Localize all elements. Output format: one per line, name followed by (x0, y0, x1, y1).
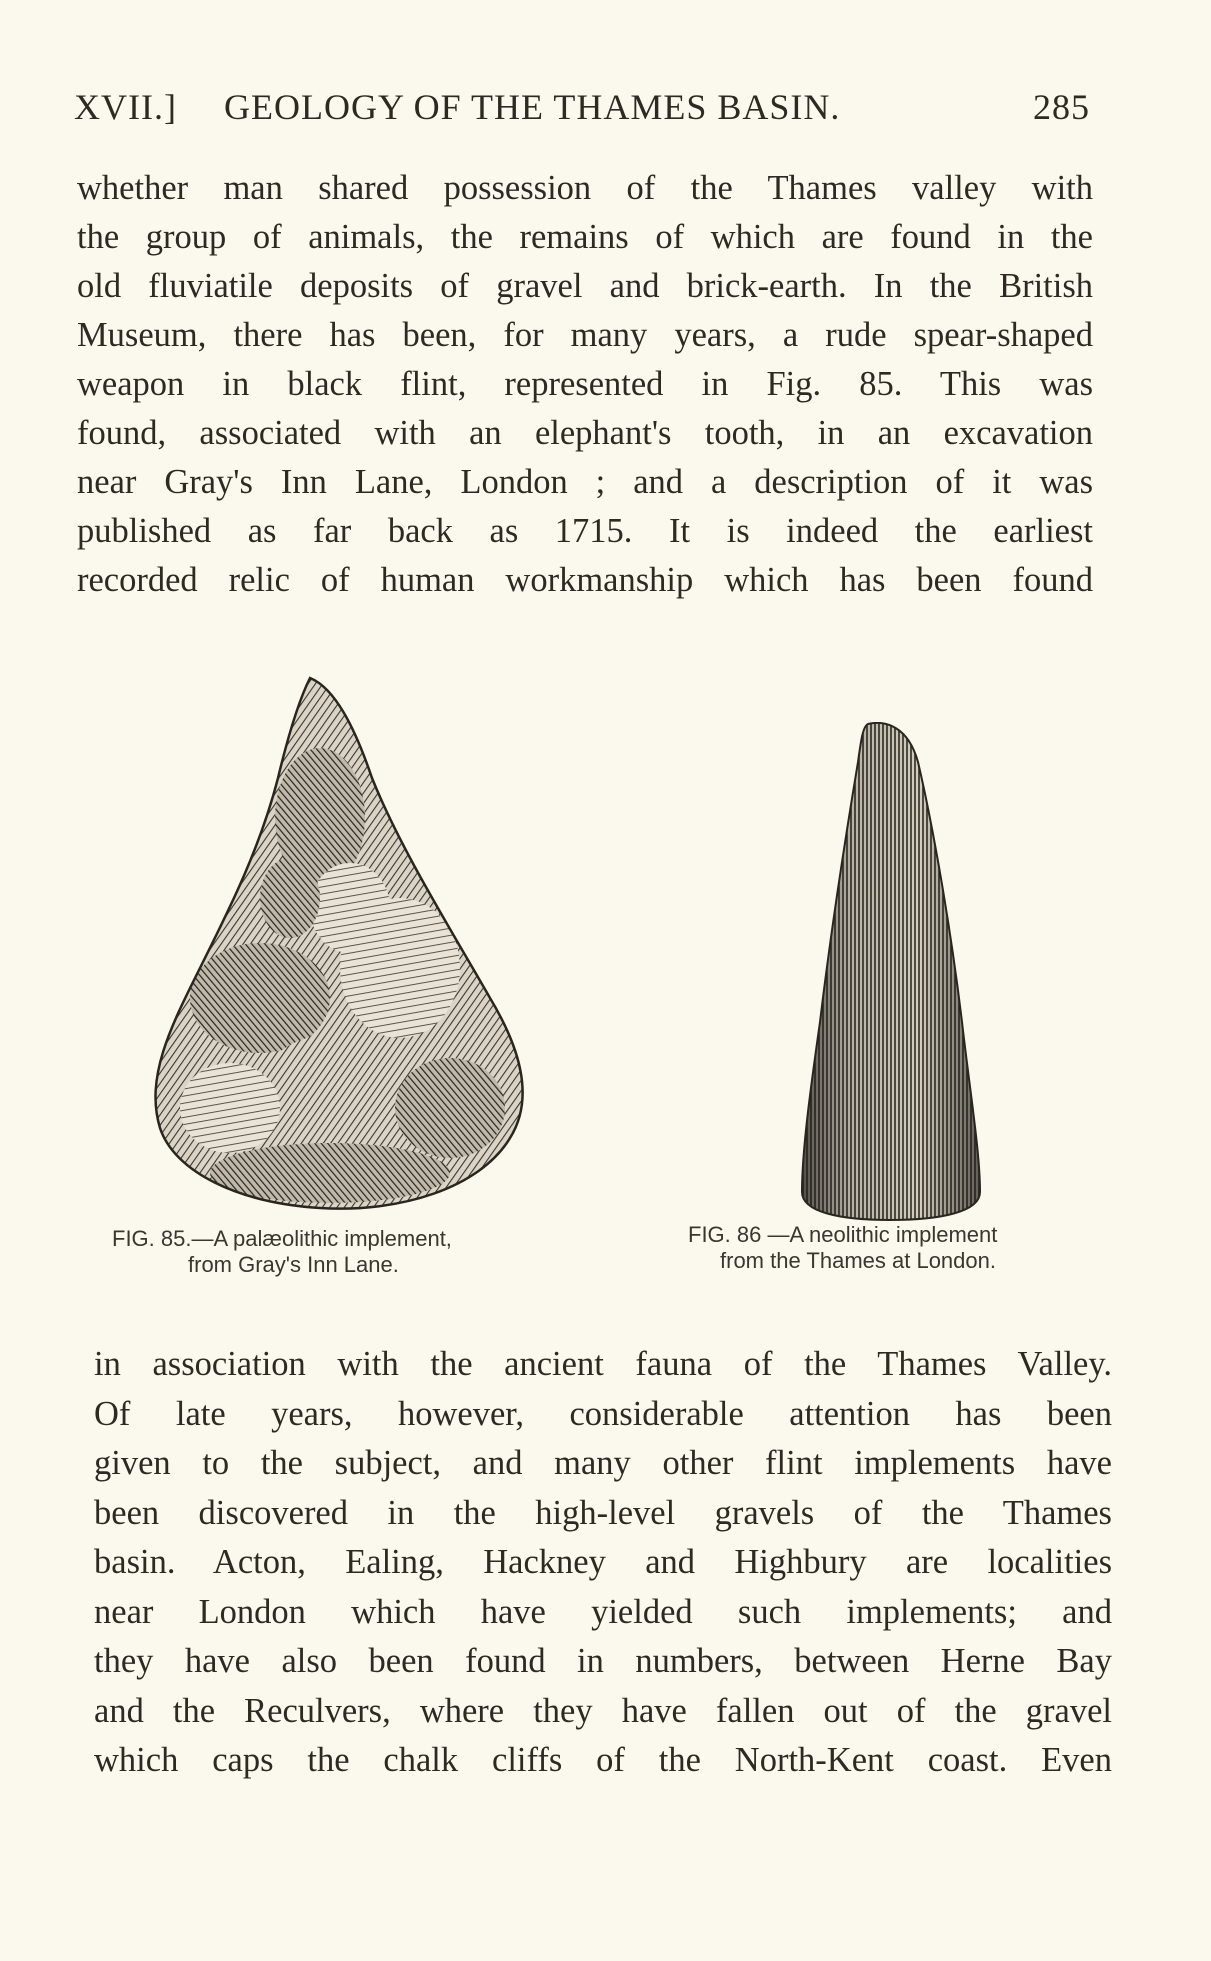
text-line: near Gray's Inn Lane, London ; and a description of it was (77, 463, 1093, 501)
running-head (74, 86, 1090, 136)
paragraph-bottom (94, 1340, 1112, 1786)
caption-line: from Gray's Inn Lane. (188, 1252, 399, 1277)
text-line: given to the subject, and many other flint implements have (94, 1444, 1112, 1482)
figure-85-palaeolithic-implement (150, 668, 530, 1218)
text-line: near London which have yielded such implements; and (94, 1592, 1112, 1631)
caption-line: from the Thames at London. (720, 1248, 996, 1273)
paragraph-top (77, 164, 1093, 605)
text-line: whether man shared possession of the Thames valley with (77, 169, 1093, 207)
figure-86-neolithic-implement (790, 722, 990, 1222)
figure-85-caption (112, 1226, 452, 1278)
page-number: 285 (1033, 87, 1090, 127)
text-line: found, associated with an elephant's tooth, in an excavation (77, 414, 1093, 452)
text-line: and the Reculvers, where they have fallen out of the gravel (94, 1691, 1112, 1730)
text-line: Of late years, however, considerable attention has been (94, 1394, 1112, 1433)
caption-line: FIG. 86 —A neolithic implement (688, 1222, 998, 1247)
celt-illustration (790, 722, 990, 1222)
text-line: old fluviatile deposits of gravel and brick-earth. In the British (77, 267, 1093, 305)
text-line: the group of animals, the remains of which are found in the (77, 218, 1093, 256)
text-line: weapon in black flint, represented in Fig. 85. This was (77, 365, 1093, 403)
chapter-number: XVII.] (74, 87, 177, 127)
text-line: which caps the chalk cliffs of the North-Kent coast. Even (94, 1741, 1112, 1779)
text-line: published as far back as 1715. It is indeed the earliest (77, 512, 1093, 550)
figure-86-caption (688, 1222, 997, 1274)
running-title: GEOLOGY OF THE THAMES BASIN. (224, 87, 841, 127)
caption-line: FIG. 85.—A palæolithic implement, (112, 1226, 452, 1251)
text-line: basin. Acton, Ealing, Hackney and Highbury are localities (94, 1543, 1112, 1581)
text-line: recorded relic of human workmanship which has been found (77, 561, 1093, 599)
text-line: been discovered in the high-level gravels of the Thames (94, 1493, 1112, 1532)
text-line: they have also been found in numbers, between Herne Bay (94, 1642, 1112, 1680)
hand-axe-illustration (150, 668, 530, 1218)
text-line: in association with the ancient fauna of the Thames Valley. (94, 1345, 1112, 1383)
text-line: Museum, there has been, for many years, a rude spear-shaped (77, 316, 1093, 354)
